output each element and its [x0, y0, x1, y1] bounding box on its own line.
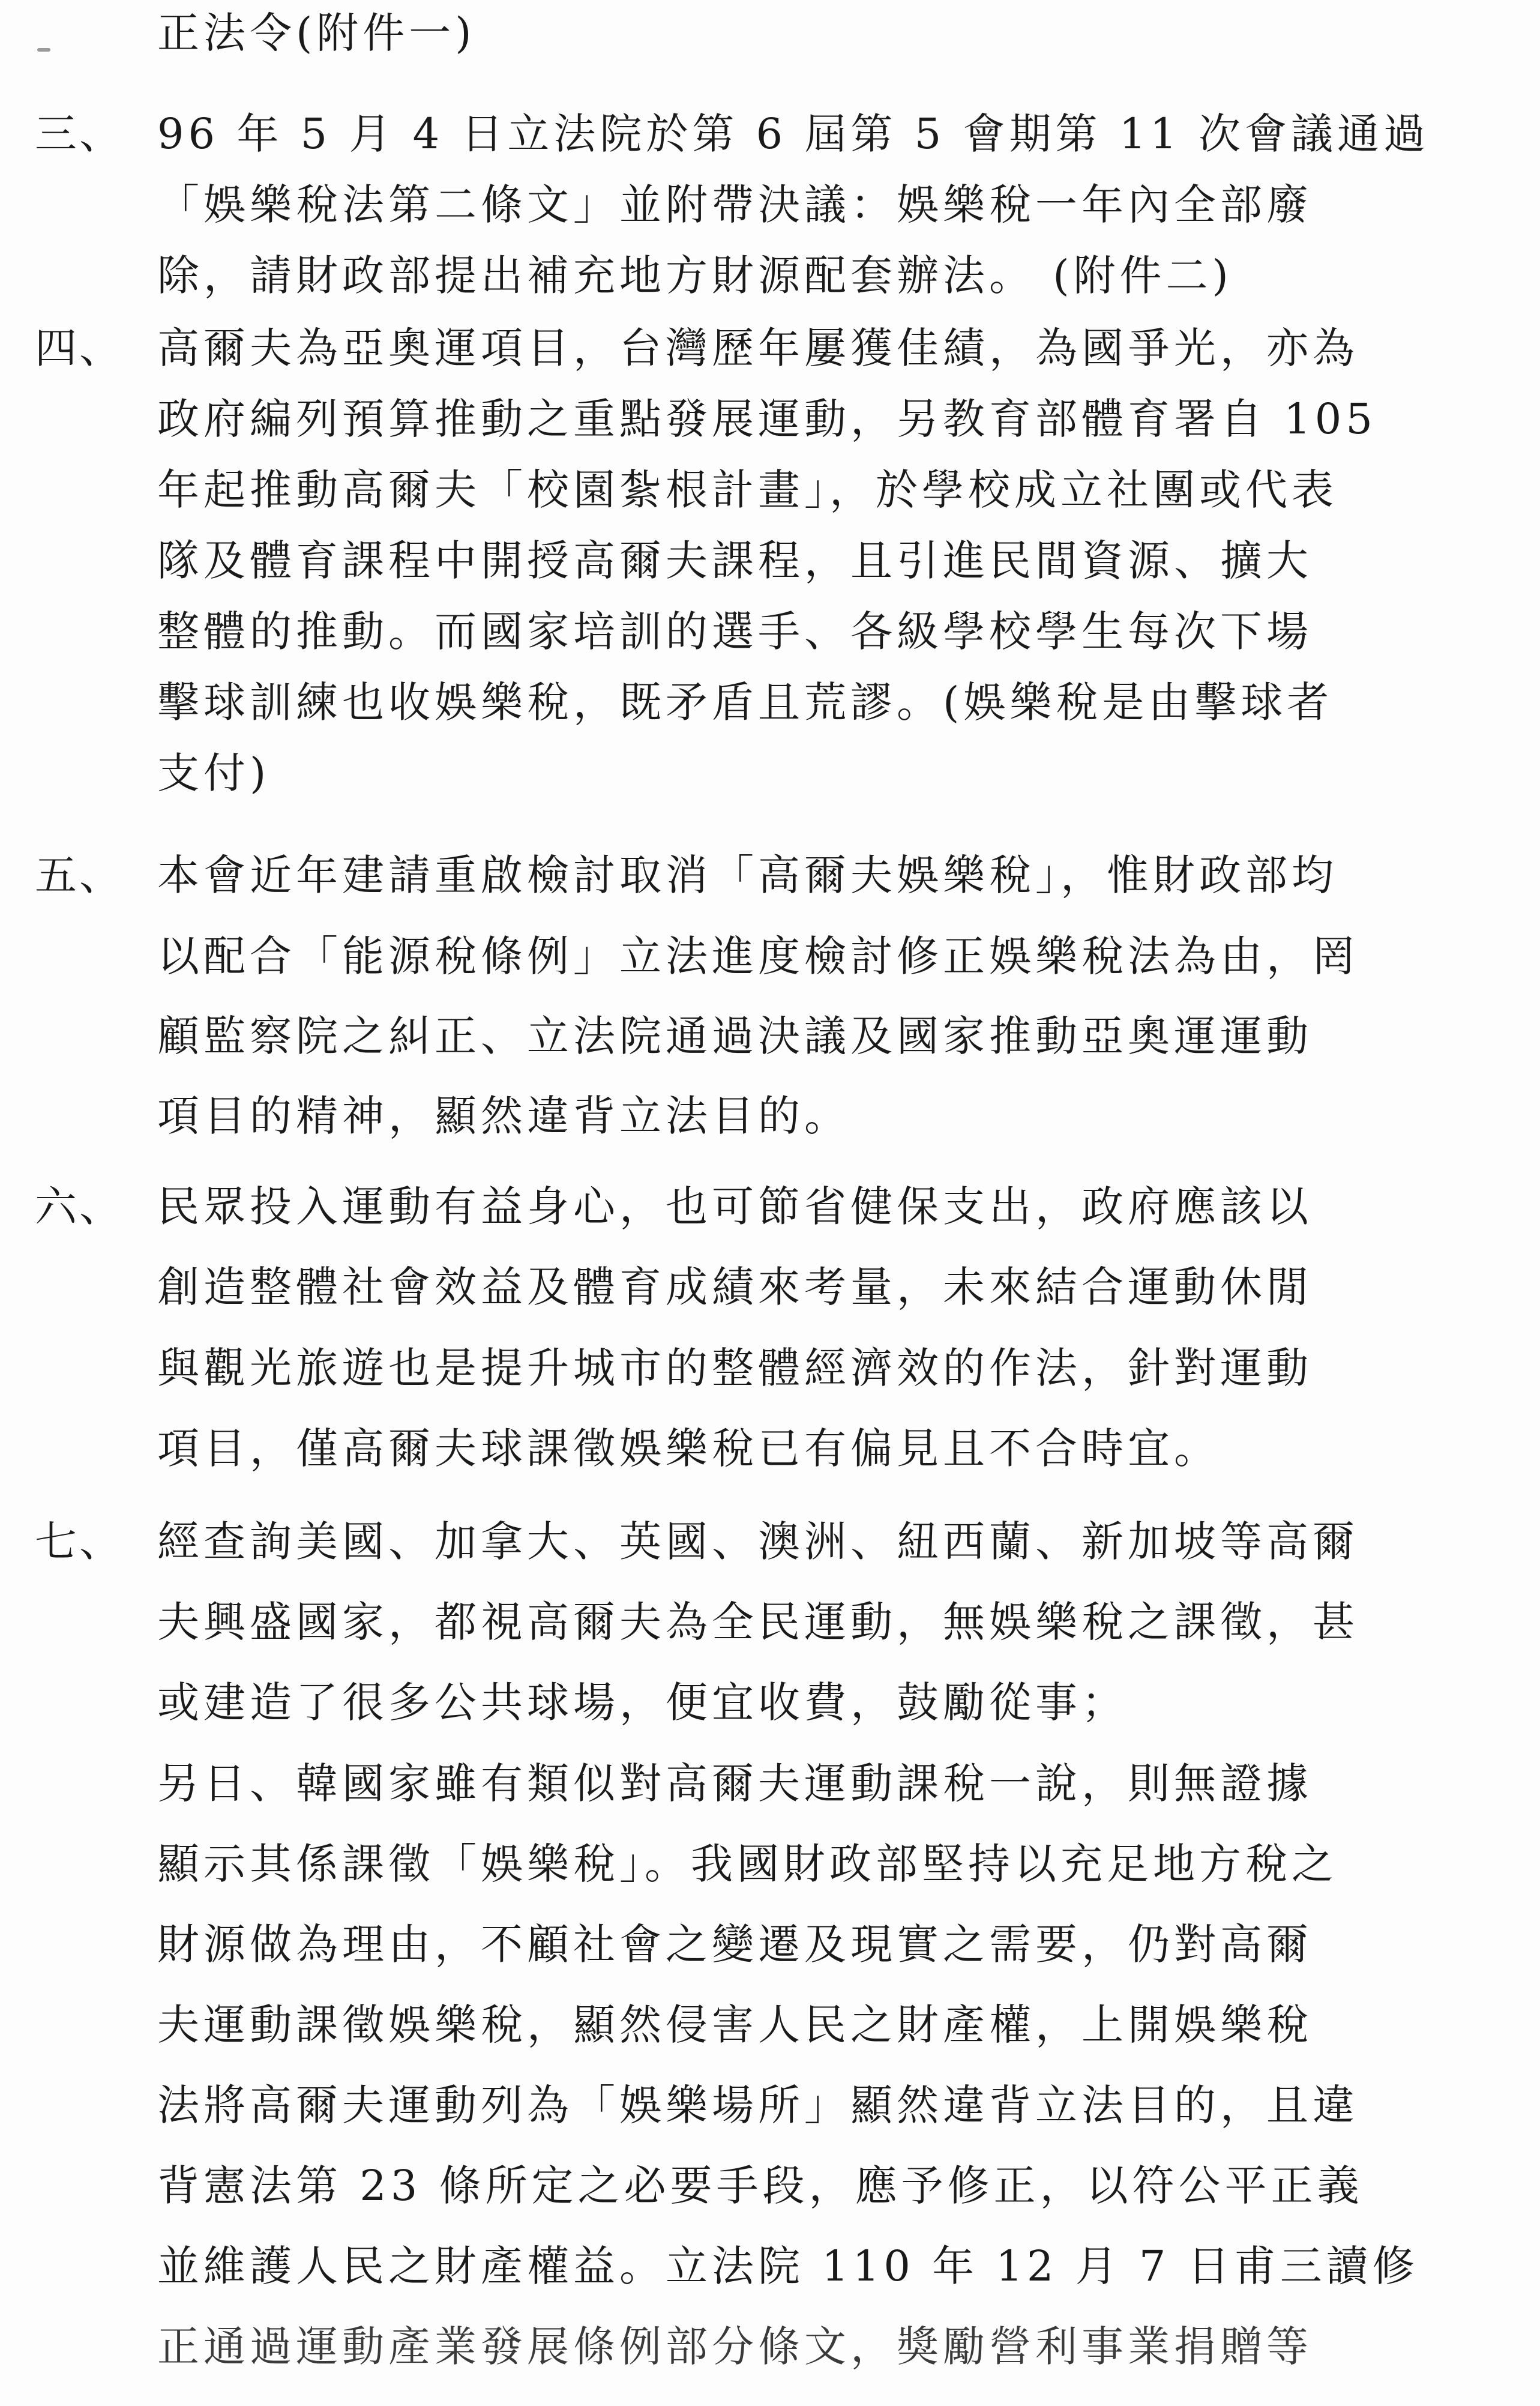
- section-line: 創造整體社會效益及體育成績來考量，未來結合運動休閒: [157, 1262, 1313, 1312]
- section-line: 隊及體育課程中開授高爾夫課程，且引進民間資源、擴大: [157, 536, 1313, 585]
- section-line: 經查詢美國、加拿大、英國、澳洲、紐西蘭、新加坡等高爾: [157, 1517, 1359, 1566]
- section-line: 支付): [157, 749, 271, 798]
- section-line: 與觀光旅遊也是提升城市的整體經濟效的作法，針對運動: [157, 1343, 1313, 1393]
- section-line: 年起推動高爾夫「校園紮根計畫」，於學校成立社團或代表: [157, 465, 1338, 514]
- section-line: 正通過運動產業發展條例部分條文，獎勵營利事業捐贈等: [157, 2322, 1313, 2371]
- section-line: 擊球訓練也收娛樂稅，既矛盾且荒謬。(娛樂稅是由擊球者: [157, 678, 1334, 727]
- section-line: 顧監察院之糾正、立法院通過決議及國家推動亞奧運運動: [157, 1012, 1313, 1061]
- section-line: 高爾夫為亞奧運項目，台灣歷年屢獲佳績，為國爭光，亦為: [157, 324, 1359, 373]
- section-line: 另日、韓國家雖有類似對高爾夫運動課稅一說，則無證據: [157, 1759, 1313, 1808]
- section-line: 「娛樂稅法第二條文」並附帶決議：娛樂稅一年內全部廢: [157, 180, 1313, 229]
- scan-mark: [37, 48, 50, 52]
- section-line: 財源做為理由，不顧社會之變遷及現實之需要，仍對高爾: [157, 1920, 1313, 1969]
- section-line: 顯示其係課徵「娛樂稅」。我國財政部堅持以充足地方稅之: [157, 1839, 1338, 1889]
- section-number: 五、: [35, 851, 124, 900]
- section-line: 96 年 5 月 4 日立法院於第 6 屆第 5 會期第 11 次會議通過: [157, 109, 1430, 158]
- section-line: 以配合「能源稅條例」立法進度檢討修正娛樂稅法為由，罔: [157, 932, 1359, 981]
- section-line: 或建造了很多公共球場，便宜收費，鼓勵從事；: [157, 1678, 1128, 1727]
- section-line: 民眾投入運動有益身心，也可節省健保支出，政府應該以: [157, 1182, 1313, 1231]
- section-line: 項目的精神，顯然違背立法目的。: [157, 1091, 850, 1141]
- section-line: 法將高爾夫運動列為「娛樂場所」顯然違背立法目的，且違: [157, 2081, 1359, 2130]
- section-line: 背憲法第 23 條所定之必要手段，應予修正，以符公平正義: [157, 2161, 1364, 2210]
- section-line: 並維護人民之財產權益。立法院 110 年 12 月 7 日甫三讀修: [157, 2242, 1419, 2291]
- section-line: 夫運動課徵娛樂稅，顯然侵害人民之財產權，上開娛樂稅: [157, 2000, 1313, 2049]
- intro-line: 正法令(附件一): [157, 8, 476, 58]
- section-number: 七、: [35, 1517, 124, 1566]
- section-line: 本會近年建請重啟檢討取消「高爾夫娛樂稅」，惟財政部均: [157, 851, 1338, 900]
- section-number: 三、: [35, 109, 124, 158]
- section-number: 六、: [35, 1182, 124, 1231]
- section-line: 夫興盛國家，都視高爾夫為全民運動，無娛樂稅之課徵，甚: [157, 1597, 1359, 1647]
- section-line: 項目，僅高爾夫球課徵娛樂稅已有偏見且不合時宜。: [157, 1424, 1220, 1473]
- section-number: 四、: [35, 324, 124, 373]
- section-line: 除，請財政部提出補充地方財源配套辦法。 (附件二): [157, 251, 1233, 300]
- section-line: 政府編列預算推動之重點發展運動，另教育部體育署自 105: [157, 394, 1377, 444]
- section-line: 整體的推動。而國家培訓的選手、各級學校學生每次下場: [157, 607, 1313, 656]
